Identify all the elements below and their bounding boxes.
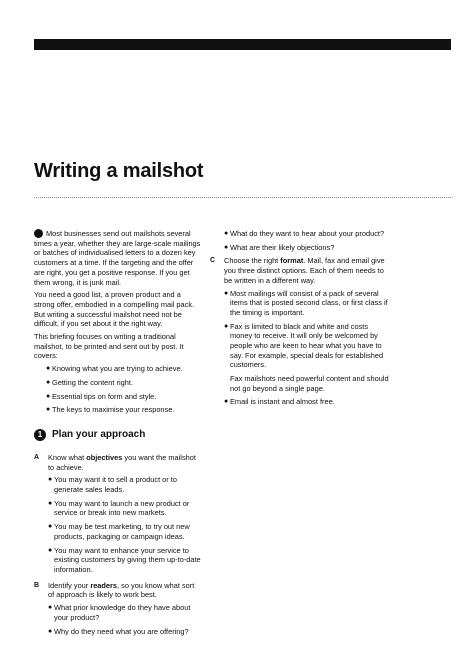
intro-paragraph-2: You need a good list, a proven product and a strong offer, embodied in a compelling mail pack. But writing a successful mailshot need not be difficult, if you set about it the right way.: [34, 290, 195, 329]
list-item: ● You may be test marketing, to try out new products, packaging or campaign ideas.: [48, 522, 190, 541]
bullet-icon: ●: [48, 499, 53, 507]
point-letter: B: [34, 581, 40, 589]
list-item: ● What are their likely objections?: [224, 242, 335, 252]
intro-paragraph-3: This briefing focuses on writing a traditional mailshot, to be printed and sent out by post. It covers:: [34, 332, 184, 361]
bullet-icon: ●: [46, 406, 51, 414]
section-heading-text: Plan your approach: [52, 428, 146, 440]
list-item: ● Essential tips on form and style.: [46, 391, 157, 401]
point-letter: C: [210, 257, 216, 265]
point-c-email: [210, 397, 390, 407]
bullet-icon: ●: [48, 627, 53, 635]
dotted-divider: [34, 197, 451, 198]
list-item: ● Most mailings will consist of a pack of several items that is posted second class, or first class if the timing is important.: [224, 288, 388, 317]
bullet-icon: ●: [48, 546, 53, 554]
list-item: ● Email is instant and almost free.: [224, 396, 335, 406]
fax-note: Fax mailshots need powerful content and should not go beyond a single page.: [230, 374, 389, 393]
list-item: ● You may want to enhance your service to existing customers by giving them up-to-date information.: [48, 545, 201, 574]
point-letter: A: [34, 453, 40, 461]
list-item: ● You may want it to sell a product or to generate sales leads.: [48, 475, 177, 495]
bullet-icon: ●: [48, 476, 53, 484]
page-title: Writing a mailshot: [34, 160, 204, 182]
intro-paragraph-1: Most businesses send out mailshots several times a year, whether they are large-scale mailings or batches of individualised letters to a dozen key customers at a time. If the targeting and the offer are right, you get a positive response. If you get them wrong, it is junk mail.: [34, 229, 201, 287]
list-item: ● The keys to maximise your response.: [46, 405, 175, 415]
list-item: ● Knowing what you are trying to achieve.: [46, 364, 183, 374]
covers-list: [34, 364, 202, 415]
bullet-icon: ●: [224, 397, 229, 405]
point-b-list-continued: [210, 229, 390, 252]
list-item: ● Why do they need what you are offering?: [48, 626, 189, 636]
bullet-icon: ●: [224, 243, 229, 251]
bullet-icon: ●: [46, 392, 51, 400]
point-a: A Know what objectives you want the mailshot to achieve.: [34, 452, 196, 472]
bullet-icon: ●: [224, 322, 229, 330]
bullet-icon: ●: [48, 523, 53, 531]
point-b-list: [34, 603, 202, 636]
list-item: ● You may want to launch a new product or service or break into new markets.: [48, 498, 190, 518]
bullet-icon: ●: [46, 365, 51, 373]
bullet-icon: ●: [224, 230, 229, 237]
list-item: ● Getting the content right.: [46, 377, 133, 387]
point-c: C Choose the right format. Mail, fax and email give you three distinct options. Each of them needs to be written in a different way.: [210, 256, 385, 285]
left-column: [34, 229, 202, 640]
section-heading: [34, 429, 202, 443]
bullet-icon: ●: [48, 604, 53, 612]
point-a-list: [34, 475, 202, 574]
header-bar: [34, 39, 451, 50]
list-item: ● What do they want to hear about your product?: [224, 229, 385, 238]
point-b: B Identify your readers, so you know what sort of approach is likely to work best.: [34, 580, 195, 600]
bullet-icon: ●: [46, 378, 51, 386]
point-c-list: [210, 289, 390, 371]
bullet-dot-icon: [34, 229, 43, 238]
list-item: ● Fax is limited to black and white and costs money to receive. It will only be welcomed by people who are keen to hear what you have to say. For example, special deals for established customers.: [224, 321, 384, 370]
section-number-badge: 1: [34, 429, 46, 441]
bullet-icon: ●: [224, 289, 229, 297]
right-column: [210, 229, 390, 410]
list-item: ● What prior knowledge do they have about your product?: [48, 603, 191, 622]
